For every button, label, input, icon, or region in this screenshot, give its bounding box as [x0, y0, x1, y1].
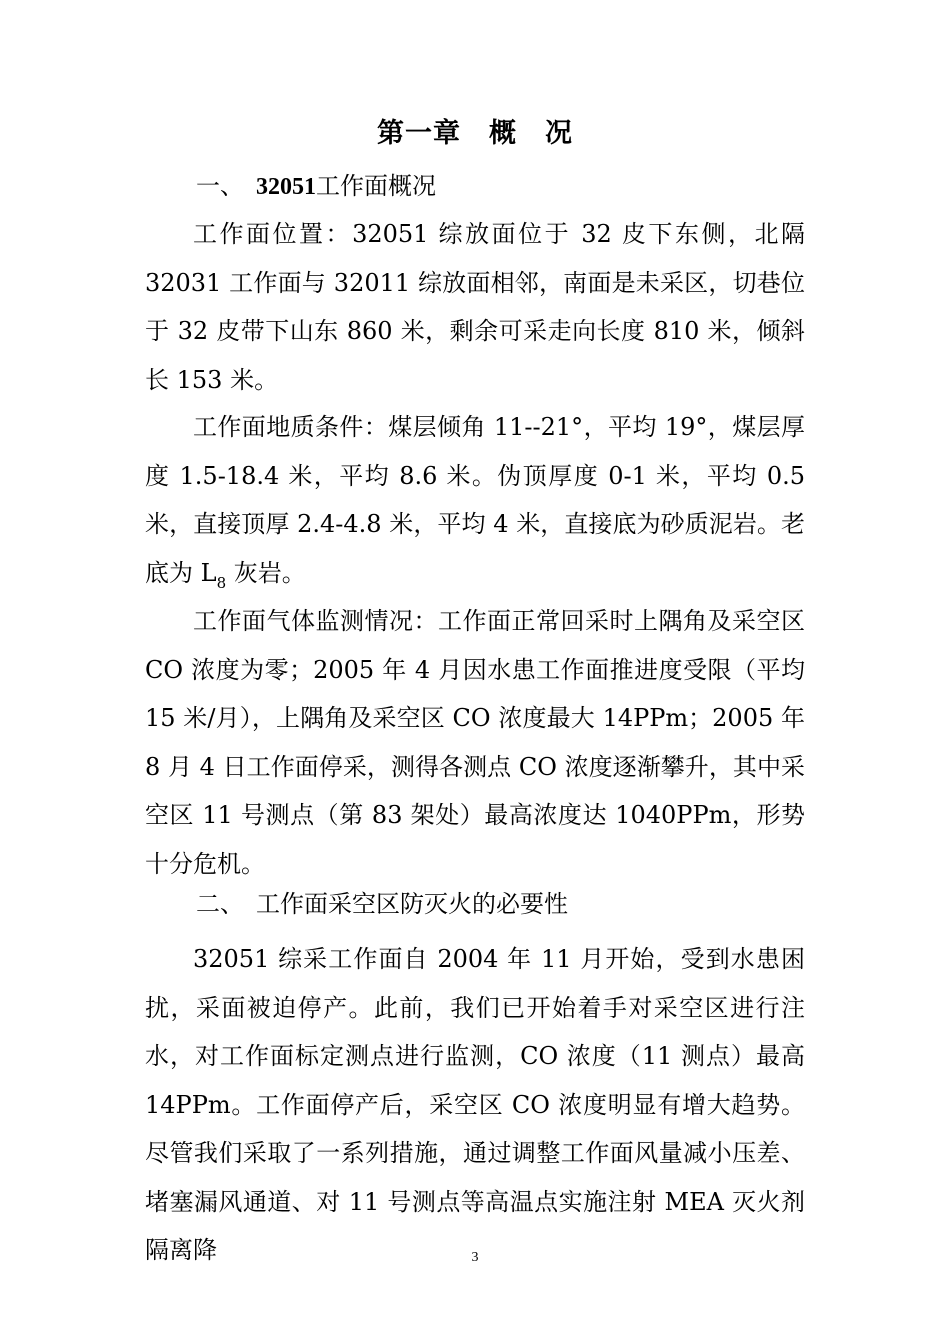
section-heading-2-title: 工作面采空区防灭火的必要性 [256, 890, 568, 918]
page-number: 3 [471, 1250, 479, 1265]
paragraph-location: 工作面位置：32051 综放面位于 32 皮下东侧，北隔 32031 工作面与 32011 综放面相邻，南面是未采区，切巷位于 32 皮带下山东 860 米，剩余可采走向长度 810 米，倾斜长 153 米。 [145, 220, 805, 394]
section-heading-1-prefix: 一、 [196, 172, 256, 200]
paragraph-geology-text: 工作面地质条件：煤层倾角 11--21°，平均 19°，煤层厚度 1.5-18.4 米，平均 8.6 米。伪顶厚度 0-1 米，平均 0.5 米，直接顶厚 2.4-4.8 米，平均 4 米，直接底为砂质泥岩。老底为 [145, 413, 805, 587]
paragraph-geology [145, 403, 805, 600]
section-heading-2 [196, 886, 568, 922]
paragraph-gas-monitoring: 工作面气体监测情况：工作面正常回采时上隅角及采空区 CO 浓度为零；2005 年 4 月因水患工作面推进度受限（平均 15 米/月），上隅角及采空区 CO 浓度最大 14PPm；2005 年 8 月 4 日工作面停采，测得各测点 CO 浓度逐渐攀升，其中采空区 11 号测点（第 83 架处）最高浓度达 1040PPm，形势十分危机。 [145, 607, 805, 878]
rock-name: 灰岩。 [226, 558, 306, 587]
section-heading-1-title: 工作面概况 [316, 172, 436, 200]
section-heading-2-prefix: 二、 [196, 890, 256, 918]
rock-subscript: 8 [216, 573, 227, 592]
paragraph-necessity: 32051 综采工作面自 2004 年 11 月开始，受到水患困扰，采面被迫停产。此前，我们已开始着手对采空区进行注水，对工作面标定测点进行监测，CO 浓度（11 测点）最高 14PPm。工作面停产后，采空区 CO 浓度明显有增大趋势。尽管我们采取了一系列措施，通过调整工作面风量减小压差、堵塞漏风通道、对 11 号测点等高温点实施注射 MEA 灭火剂隔离降 [145, 945, 805, 1264]
section-heading-1 [196, 168, 436, 205]
rock-letter: L [200, 558, 217, 587]
section-heading-1-number: 32051 [256, 174, 316, 200]
chapter-title: 第一章 概 况 [377, 118, 573, 149]
